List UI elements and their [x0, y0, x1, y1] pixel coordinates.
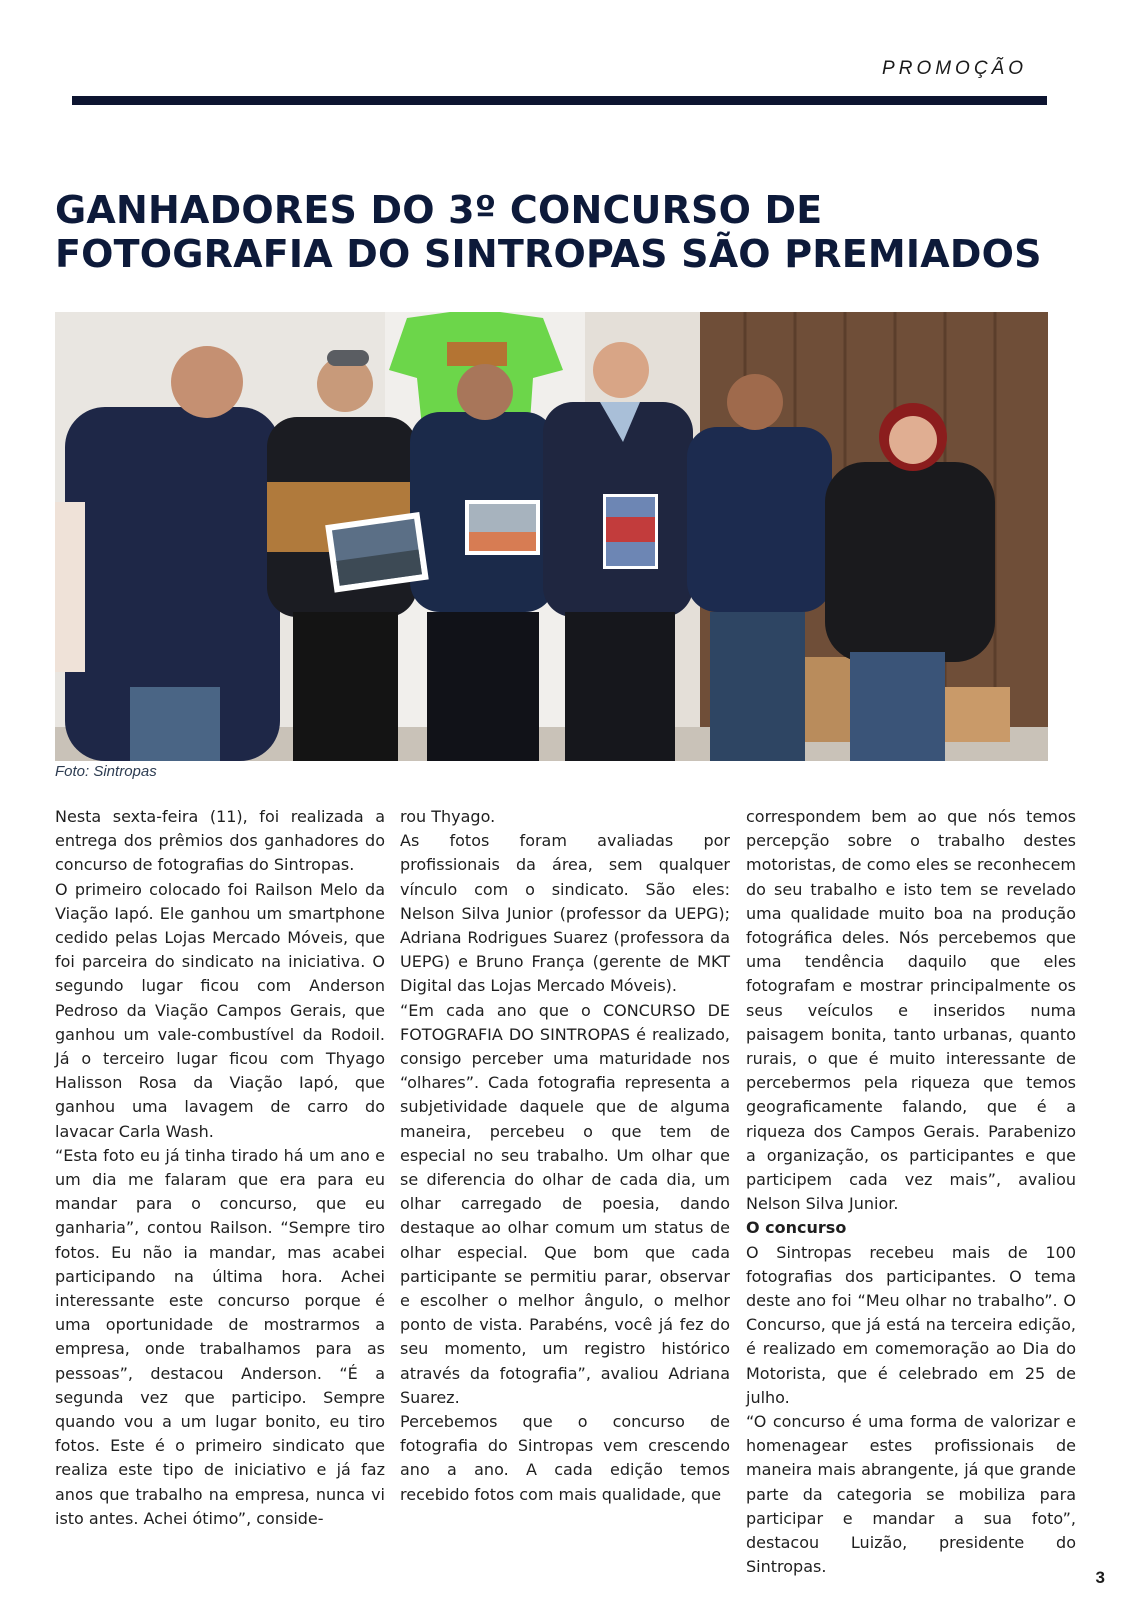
paragraph: O Sintropas recebeu mais de 100 fotografias dos participantes. O tema deste ano foi “Meu olhar no trabalho”. O Concurso, que já está na terceira edição, é realizado em comemoração ao Dia do Motorista, que é celebrado em 25 de julho.	[746, 1242, 1076, 1407]
paragraph: As fotos foram avaliadas por profissionais da área, sem qualquer vínculo com o sindicato. São eles: Nelson Silva Junior (professor da UEPG); Adriana Rodrigues Suarez (professora da UEPG) e Bruno França (gerente de MKT Digital das Lojas Mercado Móveis).	[400, 831, 730, 996]
paragraph: rou Thyago.	[400, 807, 496, 826]
paragraph: Nesta sexta-feira (11), foi realizada a entrega dos prêmios dos ganhadores do concurso de fotografias do Sintropas.	[55, 807, 385, 875]
header-rule	[72, 96, 1047, 105]
article-column-2	[400, 805, 730, 1507]
article-headline: GANHADORES DO 3º CONCURSO DE FOTOGRAFIA DO SINTROPAS SÃO PREMIADOS	[55, 188, 1042, 276]
article-subhead: O concurso	[746, 1218, 847, 1238]
paragraph: “O concurso é uma forma de valorizar e homenagear estes profissionais de maneira mais abrangente, já que grande parte da categoria se mobiliza para participar e mandar a sua foto”, destacou Luizão, presidente do Sintropas.	[746, 1412, 1076, 1577]
paragraph: O primeiro colocado foi Railson Melo da Viação Iapó. Ele ganhou um smartphone cedido pelas Lojas Mercado Móveis, que foi parceira do sindicato na iniciativa. O segundo lugar ficou com Anderson Pedroso da Viação Campos Gerais, que ganhou um vale-combustível da Rodoil. Já o terceiro lugar ficou com Thyago Halisson Rosa da Viação Iapó, que ganhou uma lavagem de carro do lavacar Carla Wash.	[55, 879, 385, 1141]
article-column-1	[55, 805, 385, 1531]
paragraph: “Esta foto eu já tinha tirado há um ano e um dia me falaram que era para eu mandar para o concurso, que eu ganharia”, contou Railson. “Sempre tiro fotos. Eu não ia mandar, mas acabei participando na última hora. Achei interessante este concurso porque é uma oportunidade de mostrarmos a empresa, onde trabalhamos para as pessoas”, destacou Anderson. “É a segunda vez que participo. Sempre quando vou a um lugar bonito, eu tiro fotos. Este é o primeiro sindicato que realiza este tipo de iniciativo e já faz anos que trabalho na empresa, nunca vi isto antes. Achei ótimo”, conside-	[55, 1145, 385, 1528]
paragraph: Percebemos que o concurso de fotografia do Sintropas vem crescendo ano a ano. A cada edição temos recebido fotos com mais qualidade, que	[400, 1412, 730, 1504]
section-label: PROMOÇÃO	[882, 58, 1027, 79]
photo-caption: Foto: Sintropas	[55, 763, 157, 780]
article-column-3	[746, 805, 1076, 1580]
page-number: 3	[1095, 1568, 1105, 1587]
group-photo	[55, 312, 1048, 761]
paragraph: correspondem bem ao que nós temos percepção sobre o trabalho destes motoristas, de como eles se reconhecem do seu trabalho e isto tem se revelado uma qualidade muito boa na produção fotográfica deles. Nós percebemos que uma tendência daquilo que eles fotografam e mostrar principalmente os seus veículos e inseridos numa paisagem bonita, tanto urbanas, quanto rurais, o que é muito interessante de percebermos pela riqueza que temos geograficamente falando, que é a riqueza dos Campos Gerais. Parabenizo a organização, os participantes e que participem cada vez mais”, avaliou Nelson Silva Junior.	[746, 807, 1076, 1214]
paragraph: “Em cada ano que o CONCURSO DE FOTOGRAFIA DO SINTROPAS é realizado, consigo perceber uma maturidade nos “olhares”. Cada fotografia representa a subjetividade daquele que de alguma maneira, percebeu o que tem de especial no seu trabalho. Um olhar que se diferencia do olhar de cada dia, um olhar carregado de poesia, dando destaque ao olhar comum um status de olhar especial. Que bom que cada participante se permitiu parar, observar e escolher o melhor ângulo, o melhor ponto de vista. Parabéns, você já fez do seu momento, um registro histórico através da fotografia”, avaliou Adriana Suarez.	[400, 1000, 730, 1407]
